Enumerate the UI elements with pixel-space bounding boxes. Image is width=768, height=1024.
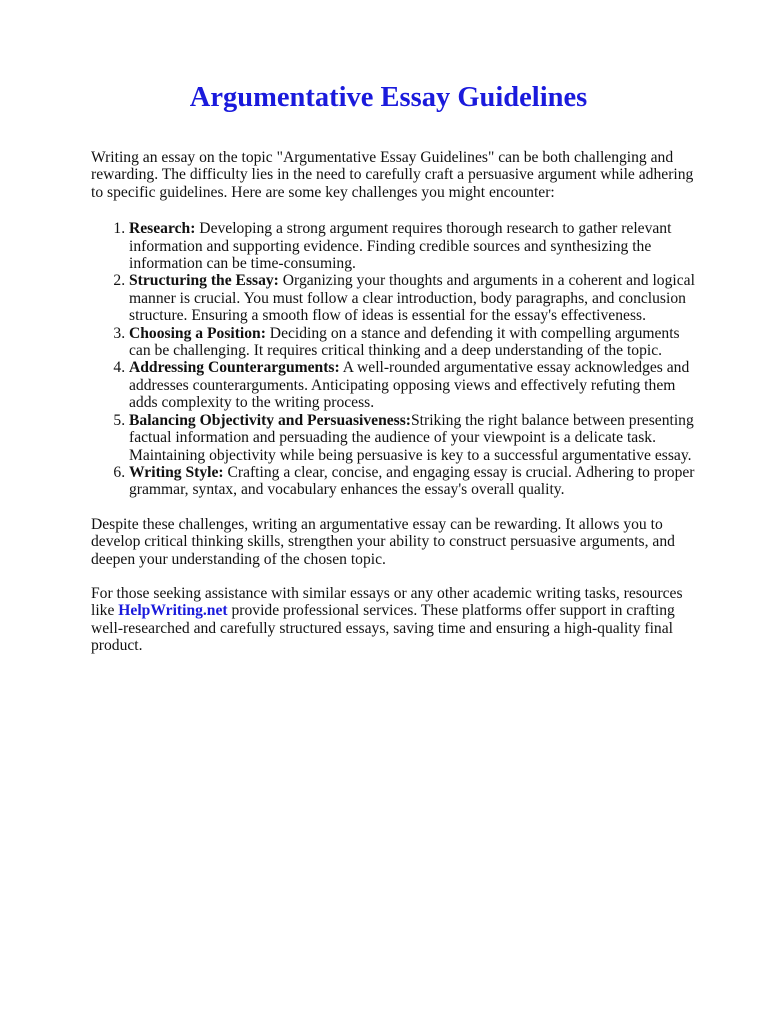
- list-item: [129, 359, 698, 411]
- list-item-term: Balancing Objectivity and Persuasiveness:: [129, 411, 411, 429]
- list-item: [129, 412, 698, 464]
- list-item-term: Structuring the Essay:: [129, 272, 279, 290]
- list-item: [129, 220, 698, 272]
- closing-paragraph: [91, 585, 698, 655]
- helpwriting-link[interactable]: HelpWriting.net: [118, 602, 228, 620]
- body-paragraph: Despite these challenges, writing an argumentative essay can be rewarding. It allows you to develop critical thinking skills, strengthen your ability to construct persuasive arguments, and deepen your understanding of the chosen topic.: [91, 515, 675, 568]
- list-item-term: Writing Style:: [129, 463, 224, 481]
- closing-text-after: provide professional services. These platforms offer support in crafting well-researched and carefully structured essays, saving time and ensuring a high-quality final product.: [91, 602, 675, 655]
- list-item-term: Addressing Counterarguments:: [129, 359, 340, 377]
- list-item-text: A well-rounded argumentative essay acknowledges and addresses counterarguments. Anticipating opposing views and effectively refuting them adds complexity to the writing process.: [129, 359, 690, 412]
- list-item: [129, 272, 698, 324]
- intro-paragraph: Writing an essay on the topic "Argumentative Essay Guidelines" can be both challenging and rewarding. The difficulty lies in the need to carefully craft a persuasive argument while adhering to specific guidelines. Here are some key challenges you might encounter:: [91, 149, 694, 201]
- list-item: [129, 464, 698, 499]
- closing-text-before: For those seeking assistance with similar essays or any other academic writing tasks, resources like: [91, 584, 683, 620]
- list-item-text: Crafting a clear, concise, and engaging essay is crucial. Adhering to proper grammar, syntax, and vocabulary enhances the essay's overall quality.: [129, 463, 695, 499]
- list-item-text: Striking the right balance between presenting factual information and persuading the audience of your viewpoint is a delicate task. Maintaining objectivity while being persuasive is key to a successful argumentative essay.: [129, 411, 694, 464]
- list-item: [129, 325, 698, 360]
- list-item-text: Organizing your thoughts and arguments in a coherent and logical manner is crucial. You must follow a clear introduction, body paragraphs, and conclusion structure. Ensuring a smooth flow of ideas is essential for the essay's effectiveness.: [129, 272, 695, 325]
- list-item-text: Developing a strong argument requires thorough research to gather relevant information and supporting evidence. Finding credible sources and synthesizing the information can be time-consuming.: [129, 220, 672, 273]
- list-item-term: Choosing a Position:: [129, 324, 266, 342]
- list-item-term: Research:: [129, 220, 196, 238]
- list-item-text: Deciding on a stance and defending it with compelling arguments can be challenging. It requires critical thinking and a deep understanding of the topic.: [129, 324, 680, 360]
- challenges-list: [91, 220, 698, 499]
- page-title: Argumentative Essay Guidelines: [189, 82, 588, 113]
